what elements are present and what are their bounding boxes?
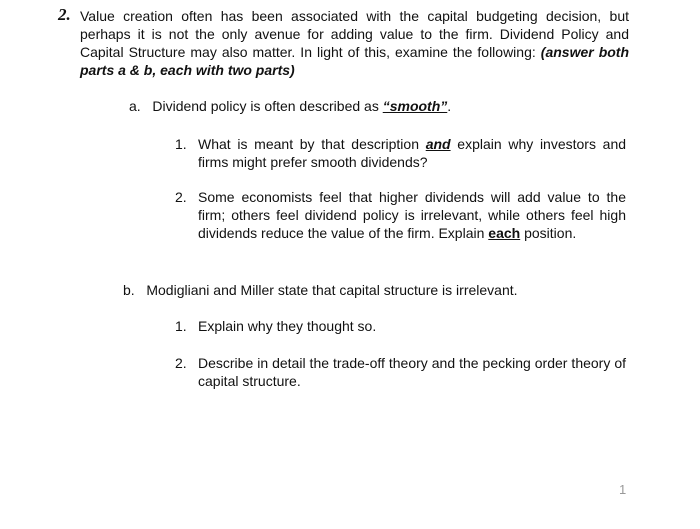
item-number: 1. (175, 136, 187, 152)
instruction-text: (answer both parts a & b, each with two parts) (80, 44, 630, 78)
item-text: Explain why they thought so. (198, 318, 377, 334)
part-b-text: Modigliani and Miller state that capital structure is irrelevant. (146, 282, 518, 298)
intro-text: Value creation often has been associated with the capital budgeting decision, but perhaps it is not the only avenue for adding value to the firm. Dividend Policy and Capital Structure may also matter. In light of this, examine the following: (80, 8, 629, 60)
item-emphasis: each (488, 225, 521, 241)
question-intro (80, 7, 629, 79)
item-text: Describe in detail the trade-off theory and the pecking order theory of capital structure. (198, 355, 626, 389)
item-text-after: explain why investors and firms might prefer smooth dividends? (198, 136, 627, 170)
part-a-keyword: “smooth” (382, 98, 448, 114)
item-emphasis: and (425, 136, 451, 152)
part-a-item-2 (175, 188, 626, 242)
item-text-after: position. (524, 225, 577, 241)
part-b-item-1 (175, 317, 626, 335)
part-a-label: a. (129, 98, 141, 114)
item-text (198, 135, 626, 171)
part-a-end: . (447, 98, 452, 114)
part-a-item-1 (175, 135, 626, 171)
item-text (198, 188, 626, 242)
part-b-heading (123, 281, 518, 299)
item-number: 1. (175, 318, 187, 334)
item-number: 2. (175, 355, 187, 371)
part-b-label: b. (123, 282, 135, 298)
question-number: 2. (58, 5, 71, 24)
item-number: 2. (175, 189, 187, 205)
item-text-before: What is meant by that description (198, 136, 419, 152)
part-a-heading (129, 97, 451, 115)
part-b-item-2 (175, 354, 626, 390)
page-number: 1 (619, 482, 627, 497)
item-text-before: Some economists feel that higher dividends will add value to the firm; others feel dividend policy is irrelevant, while others feel high dividends reduce the value of the firm. Explain (198, 189, 626, 241)
part-a-text: Dividend policy is often described as (152, 98, 379, 114)
